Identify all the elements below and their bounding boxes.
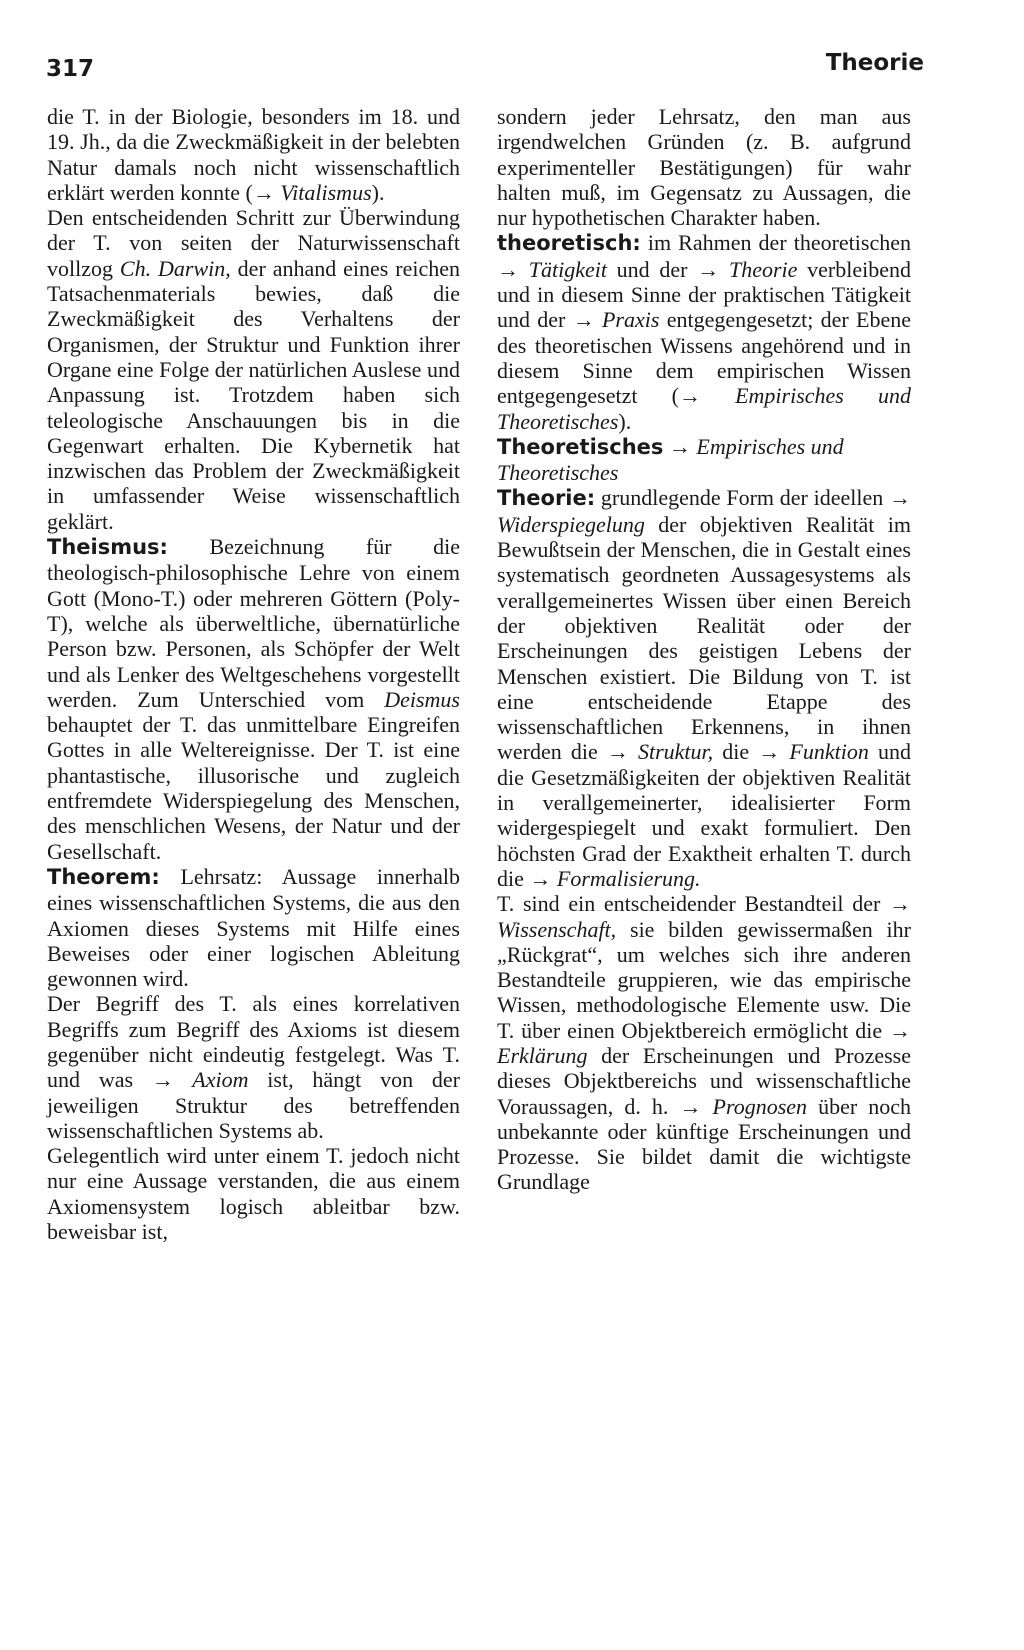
- cross-reference-taetigkeit[interactable]: → Tätigkeit: [497, 256, 607, 282]
- name-darwin: Ch. Darwin,: [119, 255, 231, 281]
- theorem-paragraph-2: Der Begriff des T. als eines korrelativen Begriffs zum Begriff des Axioms ist diesem gegenüber nicht eindeutig festgelegt. Was T. und was → Axiom ist, hängt von der jeweiligen Struktur des betreffenden wissenschaftlichen Systems ab.: [47, 991, 460, 1143]
- cross-reference-vitalismus[interactable]: → Vitalismus: [252, 179, 372, 205]
- headword-theoretisch: theoretisch:: [497, 231, 641, 256]
- headword-theismus: Theismus:: [47, 535, 168, 560]
- cross-reference-wissenschaft[interactable]: → Wissenschaft,: [497, 891, 911, 942]
- cross-reference-formalisierung[interactable]: → Formalisierung.: [529, 865, 701, 891]
- cross-reference-empirisches-und-theoretisches[interactable]: → Empirisches und Theoretisches: [497, 383, 911, 434]
- entry-theoretisches: [497, 434, 911, 486]
- page-header: [0, 0, 1024, 100]
- entry-theorem: Theorem: Lehrsatz: Aussage innerhalb eines wissenschaftlichen Systems, die aus den Axiomen dieses Systems mit Hilfe eines Beweises oder einer logischen Ableitung gewonnen wird.: [47, 863, 460, 992]
- running-head: Theorie: [825, 50, 924, 76]
- cross-reference-empirisches-und-theoretisches-2[interactable]: → Empirisches und Theoretisches: [497, 433, 844, 486]
- theorem-paragraph-3: Gelegentlich wird unter einem T. jedoch nicht nur eine Aussage verstanden, die aus einem Axiomensystem logisch ableitbar bzw. beweisbar ist,: [47, 1143, 460, 1245]
- reference-deismus: Deismus: [384, 686, 460, 712]
- entry-theorie: Theorie: grundlegende Form der ideellen → Widerspiegelung der objektiven Realität im Bewußtsein der Menschen, die in Gestalt eines systematisch geordneten Aussagesystems als verallgemeinertes Wissen über einen Bereich der objektiven Realität oder der Erscheinungen des geistigen Lebens der Menschen existiert. Die Bildung von T. ist eine entscheidende Etappe des wissenschaftlichen Erkennens, in ihnen werden die → Struktur, die → Funktion und die Gesetzmäßigkeiten der objektiven Realität in verallgemeinerter, idealisierter Form widergespiegelt und exakt formuliert. Den höchsten Grad der Exaktheit erhalten T. durch die → Formalisierung.: [497, 485, 911, 891]
- cross-reference-theorie[interactable]: → Theorie: [697, 256, 798, 282]
- entry-theoretisch: theoretisch: im Rahmen der theoretischen → Tätigkeit und der → Theorie verbleibend und in diesem Sinne der praktischen Tätigkeit und der → Praxis entgegengesetzt; der Ebene des theoretischen Wissens angehörend und in diesem Sinne dem empirischen Wissen entgegengesetzt (→ Empirisches und Theoretisches).: [497, 230, 911, 434]
- cross-reference-erklaerung[interactable]: → Erklärung: [497, 1017, 911, 1068]
- right-column: [497, 104, 911, 1195]
- cross-reference-axiom[interactable]: → Axiom: [151, 1067, 249, 1093]
- headword-theoretisches: Theoretisches: [497, 434, 664, 459]
- theorem-continuation: sondern jeder Lehrsatz, den man aus irgendwelchen Gründen (z. B. aufgrund experimenteller Bestätigungen) für wahr halten muß, im Gegensatz zu Aussagen, die nur hypothetischen Charakter haben.: [497, 104, 911, 231]
- cross-reference-funktion[interactable]: → Funktion: [758, 739, 869, 765]
- cross-reference-widerspiegelung[interactable]: → Widerspiegelung: [497, 485, 911, 537]
- teleologie-paragraph-darwin: Den entscheidenden Schritt zur Überwindung der T. von seiten der Naturwissenschaft vollzog Ch. Darwin, der anhand eines reichen Tatsachenmaterials bewies, daß die Zweckmäßigkeit des Verhaltens der Organismen, der Struktur und Funktion ihrer Organe eine Folge der natürlichen Auslese und Anpassung ist. Trotzdem haben sich teleologische Anschauungen bis in die Gegenwart erhalten. Die Kybernetik hat inzwischen das Problem der Zweckmäßigkeit in umfassender Weise wissenschaftlich geklärt.: [47, 205, 460, 534]
- entry-theismus: Theismus: Bezeichnung für die theologisch-philosophische Lehre von einem Gott (Mono-T.) oder mehreren Göttern (Poly-T), welche als überweltliche, übernatürliche Person bzw. Personen, als Schöpfer der Welt und als Lenker des Weltgeschehens vorgestellt werden. Zum Unterschied vom Deismus behauptet der T. das unmittelbare Eingreifen Gottes in alle Weltereignisse. Der T. ist eine phantastische, illusorische und zugleich entfremdete Widerspiegelung des Menschen, des menschlichen Wesens, der Natur und der Gesellschaft.: [47, 534, 460, 864]
- left-column: [47, 104, 460, 1244]
- teleologie-continuation: die T. in der Biologie, besonders im 18. und 19. Jh., da die Zweckmäßigkeit in der belebten Natur damals noch nicht wissenschaftlich erklärt werden konnte (→ Vitalismus).: [47, 104, 460, 205]
- cross-reference-struktur[interactable]: → Struktur,: [606, 739, 714, 765]
- headword-theorem: Theorem:: [47, 864, 160, 889]
- cross-reference-prognosen[interactable]: → Prognosen: [679, 1093, 808, 1119]
- headword-theorie: Theorie:: [497, 486, 596, 511]
- page-number: 317: [46, 56, 95, 82]
- cross-reference-praxis[interactable]: → Praxis: [572, 307, 660, 333]
- theorie-paragraph-2: T. sind ein entscheidender Bestandteil der → Wissenschaft, sie bilden gewissermaßen ihr „Rückgrat“, um welches sich ihre anderen Bestandteile gruppieren, wie das empirische Wissen, methodologische Elemente usw. Die T. über einen Objektbereich ermöglicht die → Erklärung der Erscheinungen und Prozesse dieses Objektbereichs und wissenschaftliche Voraussagen, d. h. → Prognosen über noch unbekannte oder künftige Erscheinungen und Prozesse. Sie bildet damit die wichtigste Grundlage: [497, 891, 912, 1195]
